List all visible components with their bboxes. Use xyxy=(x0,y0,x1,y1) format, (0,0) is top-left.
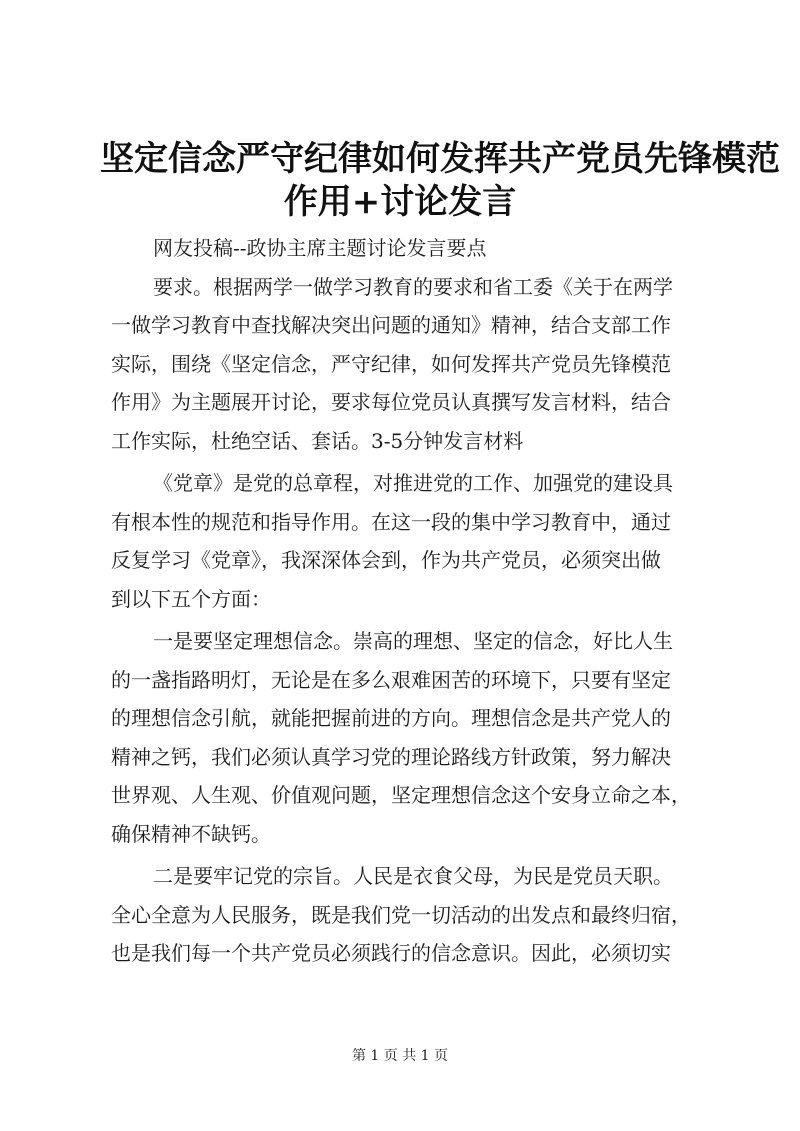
text-line: 精神之钙，我们必须认真学习党的理论路线方针政策，努力解决 xyxy=(111,744,671,769)
text-line: 的一盏指路明灯，无论是在多么艰难困苦的环境下，只要有坚定 xyxy=(111,667,671,692)
text-line: 要求。根据两学一做学习教育的要求和省工委《关于在两学 xyxy=(153,274,673,299)
text-line: 《党章》是党的总章程，对推进党的工作、加强党的建设具 xyxy=(153,471,673,495)
text-line: 二是要牢记党的宗旨。人民是衣食父母，为民是党员天职。 xyxy=(153,864,673,888)
document-body xyxy=(111,229,695,973)
paragraph-point-two xyxy=(111,857,695,973)
text-line: 一是要坚定理想信念。崇高的理想、坚定的信念，好比人生 xyxy=(153,629,673,653)
document-title xyxy=(100,138,780,224)
text-line: 实际，围绕《坚定信念，严守纪律，如何发挥共产党员先锋模范 xyxy=(111,351,671,376)
text-line: 作用》为主题展开讨论，要求每位党员认真撰写发言材料，结合 xyxy=(111,390,671,414)
text-line: 到以下五个方面： xyxy=(111,586,271,611)
title-line: 坚定信念严守纪律如何发挥共产党员先锋模范 xyxy=(100,139,780,179)
title-line: 作用+讨论发言 xyxy=(283,182,517,222)
paragraph-party-constitution xyxy=(111,464,695,618)
text-line: 网友投稿--政协主席主题讨论发言要点 xyxy=(153,236,487,260)
paragraph-requirement xyxy=(111,268,695,461)
paragraph-source xyxy=(111,229,695,268)
page-footer: 第 1 页 共 1 页 xyxy=(351,1048,449,1064)
text-line: 一做学习教育中查找解决突出问题的通知》精神，结合支部工作 xyxy=(111,313,671,337)
text-line: 也是我们每一个共产党员必须践行的信念意识。因此，必须切实 xyxy=(111,941,671,965)
text-line: 的理想信念引航，就能把握前进的方向。理想信念是共产党人的 xyxy=(111,706,671,730)
text-line: 反复学习《党章》，我深深体会到，作为共产党员，必须突出做 xyxy=(111,548,661,572)
text-line: 有根本性的规范和指导作用。在这一段的集中学习教育中，通过 xyxy=(111,509,671,534)
text-line: 确保精神不缺钙。 xyxy=(111,821,271,846)
text-line: 全心全意为人民服务，既是我们党一切活动的出发点和最终归宿， xyxy=(111,902,691,927)
text-line: 工作实际，杜绝空话、套话。3-5分钟发言材料 xyxy=(111,428,524,453)
paragraph-point-one xyxy=(111,622,695,853)
text-line: 世界观、人生观、价值观问题，坚定理想信念这个安身立命之本， xyxy=(111,783,691,807)
